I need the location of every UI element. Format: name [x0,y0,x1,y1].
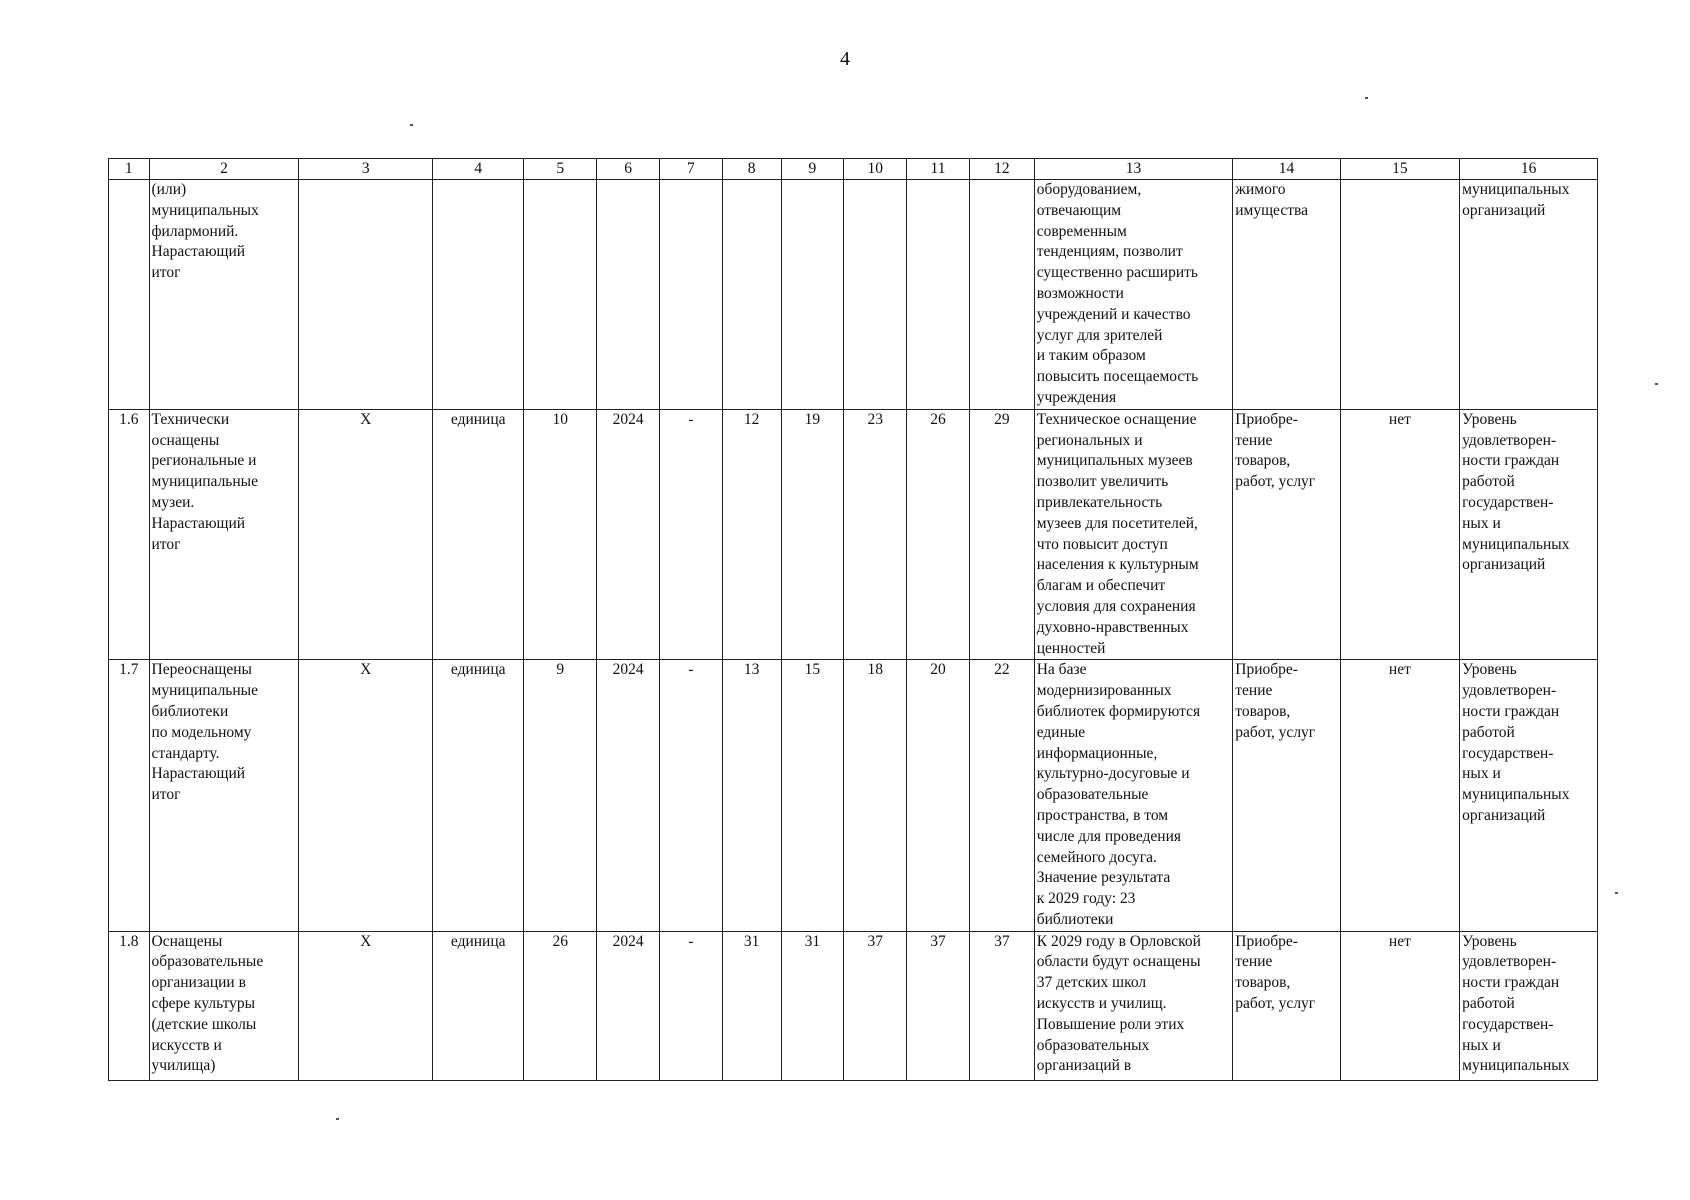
result-name: Оснащены образовательные организации в сфере культуры (детские школы искусств и училища) [151,932,264,1075]
unit-cell [433,409,524,660]
column-header-10: 10 [844,159,907,180]
indicator: Уровень удовлетворен- ности граждан работой государствен- ных и муниципальных организаций [1462,661,1570,824]
base-year-cell [597,409,660,660]
value-col-9-cell [781,409,844,660]
column-header-11: 11 [907,159,970,180]
column-header-7: 7 [660,159,723,180]
value-col-10: 18 [867,661,883,679]
table-row [109,931,1598,1080]
value-col-10-cell [844,409,907,660]
indicator: муниципальных организаций [1462,181,1570,219]
column-header-9: 9 [781,159,844,180]
value-col-8: 13 [743,661,760,679]
row-number: 1.7 [119,661,139,679]
type-cell [1233,180,1340,410]
description-cell [1034,660,1233,931]
row-number-cell [109,180,150,410]
value-col-11: 20 [930,661,946,679]
result-name: Технически оснащены региональные и муниципальные музеи. Нарастающий итог [151,410,258,553]
column-3-value: Х [360,932,372,950]
unit: единица [450,932,506,950]
type-cell [1233,409,1340,660]
column-15-cell [1340,931,1460,1080]
value-col-10: 37 [867,932,883,950]
scan-speck [1365,97,1368,99]
result-name-cell [149,660,299,931]
type-cell [1233,660,1340,931]
column-7-value: - [688,410,694,428]
column-15-value: нет [1388,410,1411,428]
result-name-cell [149,180,299,410]
column-number-row [109,159,1598,180]
base-year: 2024 [612,932,644,950]
result-type: Приобре- тение товаров, работ, услуг [1235,661,1316,741]
value-col-10-cell [844,660,907,931]
empty-cell [722,180,781,410]
value-col-11-cell [907,931,970,1080]
column-7-cell [660,409,723,660]
column-15-value: нет [1388,932,1411,950]
base-value-cell [524,409,597,660]
column-header-13: 13 [1034,159,1233,180]
column-7-value: - [688,932,694,950]
column-header-3: 3 [299,159,433,180]
column-header-16: 16 [1460,159,1598,180]
row-number: 1.8 [119,932,139,950]
value-col-9-cell [781,660,844,931]
scan-speck [410,124,413,126]
row-number-cell [109,660,150,931]
description-cell [1034,409,1233,660]
row-number: 1.6 [119,410,139,428]
description: Техническое оснащение региональных и муниципальных музеев позволит увеличить привлекательность музеев для посетителей, что повысит доступ населения к культурным благам и обеспечит условия для сохранения духовно-нравственных ценностей [1036,410,1199,657]
result-type: жимого имущества [1235,181,1308,219]
unit-cell [433,931,524,1080]
description: На базе модернизированных библиотек формируются единые информационные, культурно-досуговые и образовательные пространства, в том числе для проведения семейного досуга. Значение результата к 2029 году: 23 библиотеки [1036,661,1201,928]
table-row [109,660,1598,931]
column-3-cell [299,660,433,931]
column-header-4: 4 [433,159,524,180]
base-value-cell [524,931,597,1080]
value-col-10-cell [844,931,907,1080]
column-header-15: 15 [1340,159,1460,180]
unit: единица [450,661,506,679]
value-col-11: 37 [930,932,946,950]
column-header-2: 2 [149,159,299,180]
value-col-9: 15 [804,661,821,679]
value-col-8-cell [722,931,781,1080]
column-3-value: Х [360,410,372,428]
scan-speck [336,1118,339,1120]
indicator-cell [1460,931,1598,1080]
value-col-9-cell [781,931,844,1080]
column-15-cell [1340,409,1460,660]
empty-cell [433,180,524,410]
base-value-cell [524,660,597,931]
empty-cell [1340,180,1460,410]
indicator: Уровень удовлетворен- ности граждан работой государствен- ных и муниципальных организаций [1462,410,1570,574]
scan-speck [1655,383,1658,385]
value-col-8-cell [722,660,781,931]
column-7-cell [660,660,723,931]
value-col-8-cell [722,409,781,660]
value-col-8: 12 [743,410,760,428]
column-7-cell [660,931,723,1080]
result-name: (или) муниципальных филармоний. Нарастающий итог [151,181,259,282]
column-3-cell [299,409,433,660]
table-row [109,409,1598,660]
value-col-10: 23 [867,410,883,428]
base-value: 9 [556,661,565,679]
result-name: Переоснащены муниципальные библиотеки по модельному стандарту. Нарастающий итог [151,661,258,804]
base-year-cell [597,931,660,1080]
empty-cell [597,180,660,410]
column-header-14: 14 [1233,159,1340,180]
empty-cell [781,180,844,410]
indicator-cell [1460,409,1598,660]
value-col-11-cell [907,409,970,660]
result-type: Приобре- тение товаров, работ, услуг [1235,410,1316,491]
type-cell [1233,931,1340,1080]
column-3-value: Х [360,661,372,679]
column-7-value: - [688,661,694,679]
base-year-cell [597,660,660,931]
base-year: 2024 [612,410,644,428]
description-cell [1034,931,1233,1080]
value-col-12-cell [969,660,1034,931]
unit-cell [433,660,524,931]
indicator: Уровень удовлетворен- ности граждан работой государствен- ных и муниципальных [1462,932,1570,1075]
column-3-cell [299,931,433,1080]
value-col-12: 37 [994,932,1010,950]
column-header-1: 1 [109,159,150,180]
empty-cell [907,180,970,410]
results-table [108,158,1598,1081]
result-type: Приобре- тение товаров, работ, услуг [1235,932,1316,1013]
base-value: 10 [552,410,568,428]
row-number-cell [109,409,150,660]
value-col-12-cell [969,931,1034,1080]
unit: единица [450,410,506,428]
result-name-cell [149,931,299,1080]
column-15-value: нет [1388,661,1411,679]
empty-cell [524,180,597,410]
empty-cell [844,180,907,410]
results-table-container [108,158,1598,1081]
scan-speck [1615,892,1618,894]
empty-cell [969,180,1034,410]
description: оборудованием, отвечающим современным тенденциям, позволит существенно расширить возможности учреждений и качество услуг для зрителей и таким образом повысить посещаемость учреждения [1036,181,1199,406]
column-15-cell [1340,660,1460,931]
value-col-11-cell [907,660,970,931]
table-row-continuation [109,180,1598,410]
value-col-12: 29 [994,410,1010,428]
base-year: 2024 [612,661,644,679]
empty-cell [299,180,433,410]
value-col-9: 19 [804,410,821,428]
value-col-9: 31 [804,932,821,950]
value-col-12: 22 [994,661,1010,679]
row-number-cell [109,931,150,1080]
value-col-11: 26 [930,410,946,428]
column-header-6: 6 [597,159,660,180]
description-cell [1034,180,1233,410]
value-col-12-cell [969,409,1034,660]
description: К 2029 году в Орловской области будут оснащены 37 детских школ искусств и училищ. Повышение роли этих образовательных организаций в [1036,932,1201,1075]
result-name-cell [149,409,299,660]
value-col-8: 31 [743,932,760,950]
page-number: 4 [840,48,850,70]
empty-cell [660,180,723,410]
base-value: 26 [552,932,568,950]
column-header-12: 12 [969,159,1034,180]
column-header-8: 8 [722,159,781,180]
column-header-5: 5 [524,159,597,180]
indicator-cell [1460,180,1598,410]
indicator-cell [1460,660,1598,931]
